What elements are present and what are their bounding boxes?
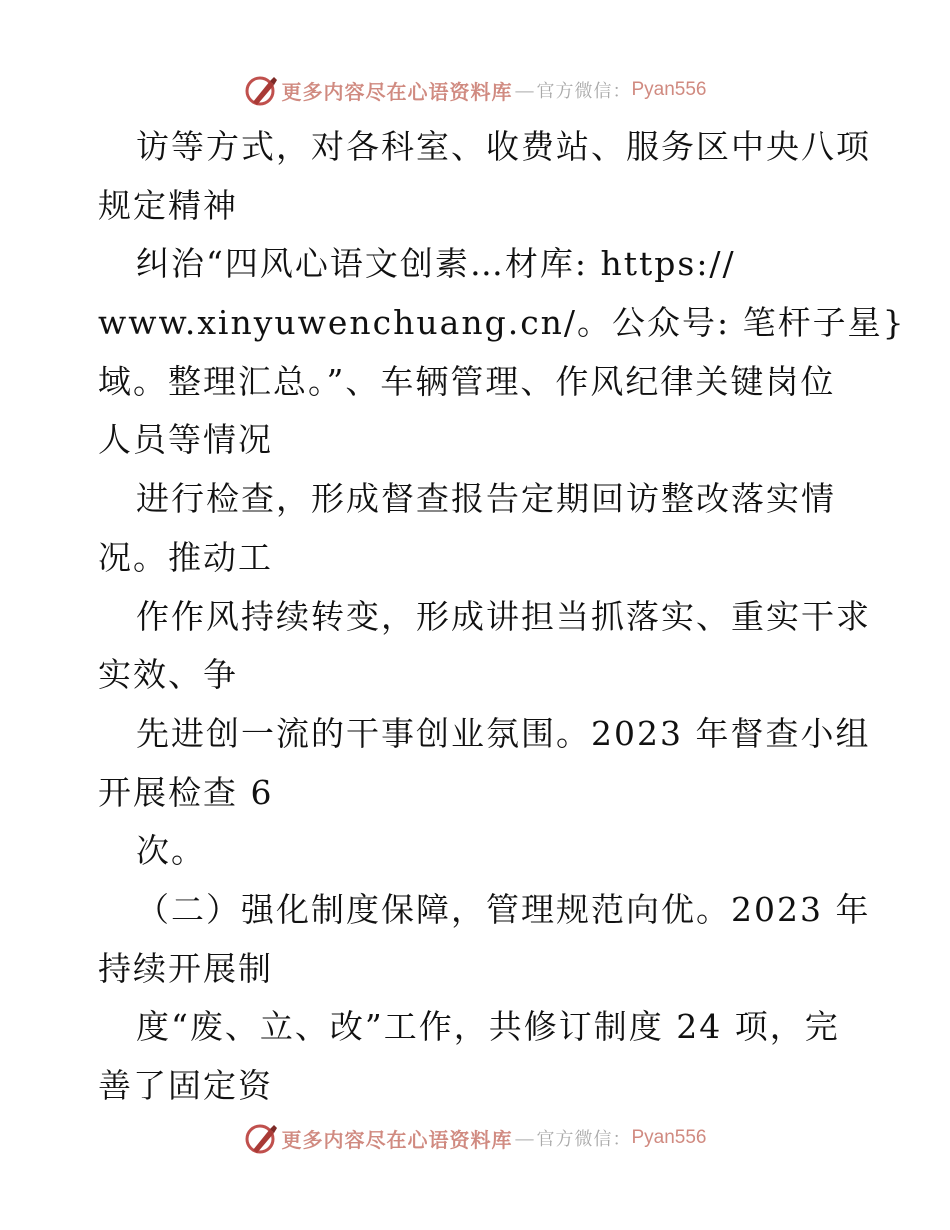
text-line: 先进创一流的干事创业氛围。2023 年督查小组 [136,713,871,753]
text-line: 实效、争 [98,655,238,695]
watermark-dash: — [514,1126,535,1150]
text-line: 人员等情况 [98,420,273,460]
text-line: 进行检查，形成督查报告定期回访整改落实情 [136,479,836,519]
text-line: 善了固定资 [98,1066,273,1105]
text-line: 访等方式，对各科室、收费站、服务区中央八项 [136,127,871,166]
text-line: 次。 [136,831,206,871]
text-line: 持续开展制 [98,948,273,988]
watermark-wechat-id: Pyan556 [631,79,707,100]
text-line: 作作风持续转变，形成讲担当抓落实、重实干求 [136,596,871,636]
text-line: （二）强化制度保障，管理规范向优。2023 年 [136,889,871,929]
text-line: 开展检查 6 [98,772,274,812]
watermark-wechat-label: 官方微信： [536,1129,632,1150]
pen-logo-icon [243,72,279,108]
text-line: 纠治“四风心语文创素…材库: https:// [136,244,736,284]
watermark-wechat-id: Pyan556 [631,1127,707,1148]
text-line: 况。推动工 [98,537,273,577]
text-line: 规定精神 [98,185,238,225]
text-line: 域。整理汇总。”、车辆管理、作风纪律关键岗位 [98,361,836,401]
watermark-brand: 更多内容尽在心语资料库 [281,1127,513,1152]
watermark-brand: 更多内容尽在心语资料库 [281,79,513,104]
text-line: 度“废、立、改”工作，共修订制度 24 项，完 [136,1007,840,1047]
header-watermark [0,70,950,110]
document-body [98,118,906,1116]
watermark-wechat-label: 官方微信： [536,81,632,102]
text-line: www.xinyuwenchuang.cn/。公众号: 笔杆子星} [98,303,906,343]
watermark-dash: — [514,78,535,102]
footer-watermark [0,1118,950,1158]
pen-logo-icon [243,1120,279,1156]
